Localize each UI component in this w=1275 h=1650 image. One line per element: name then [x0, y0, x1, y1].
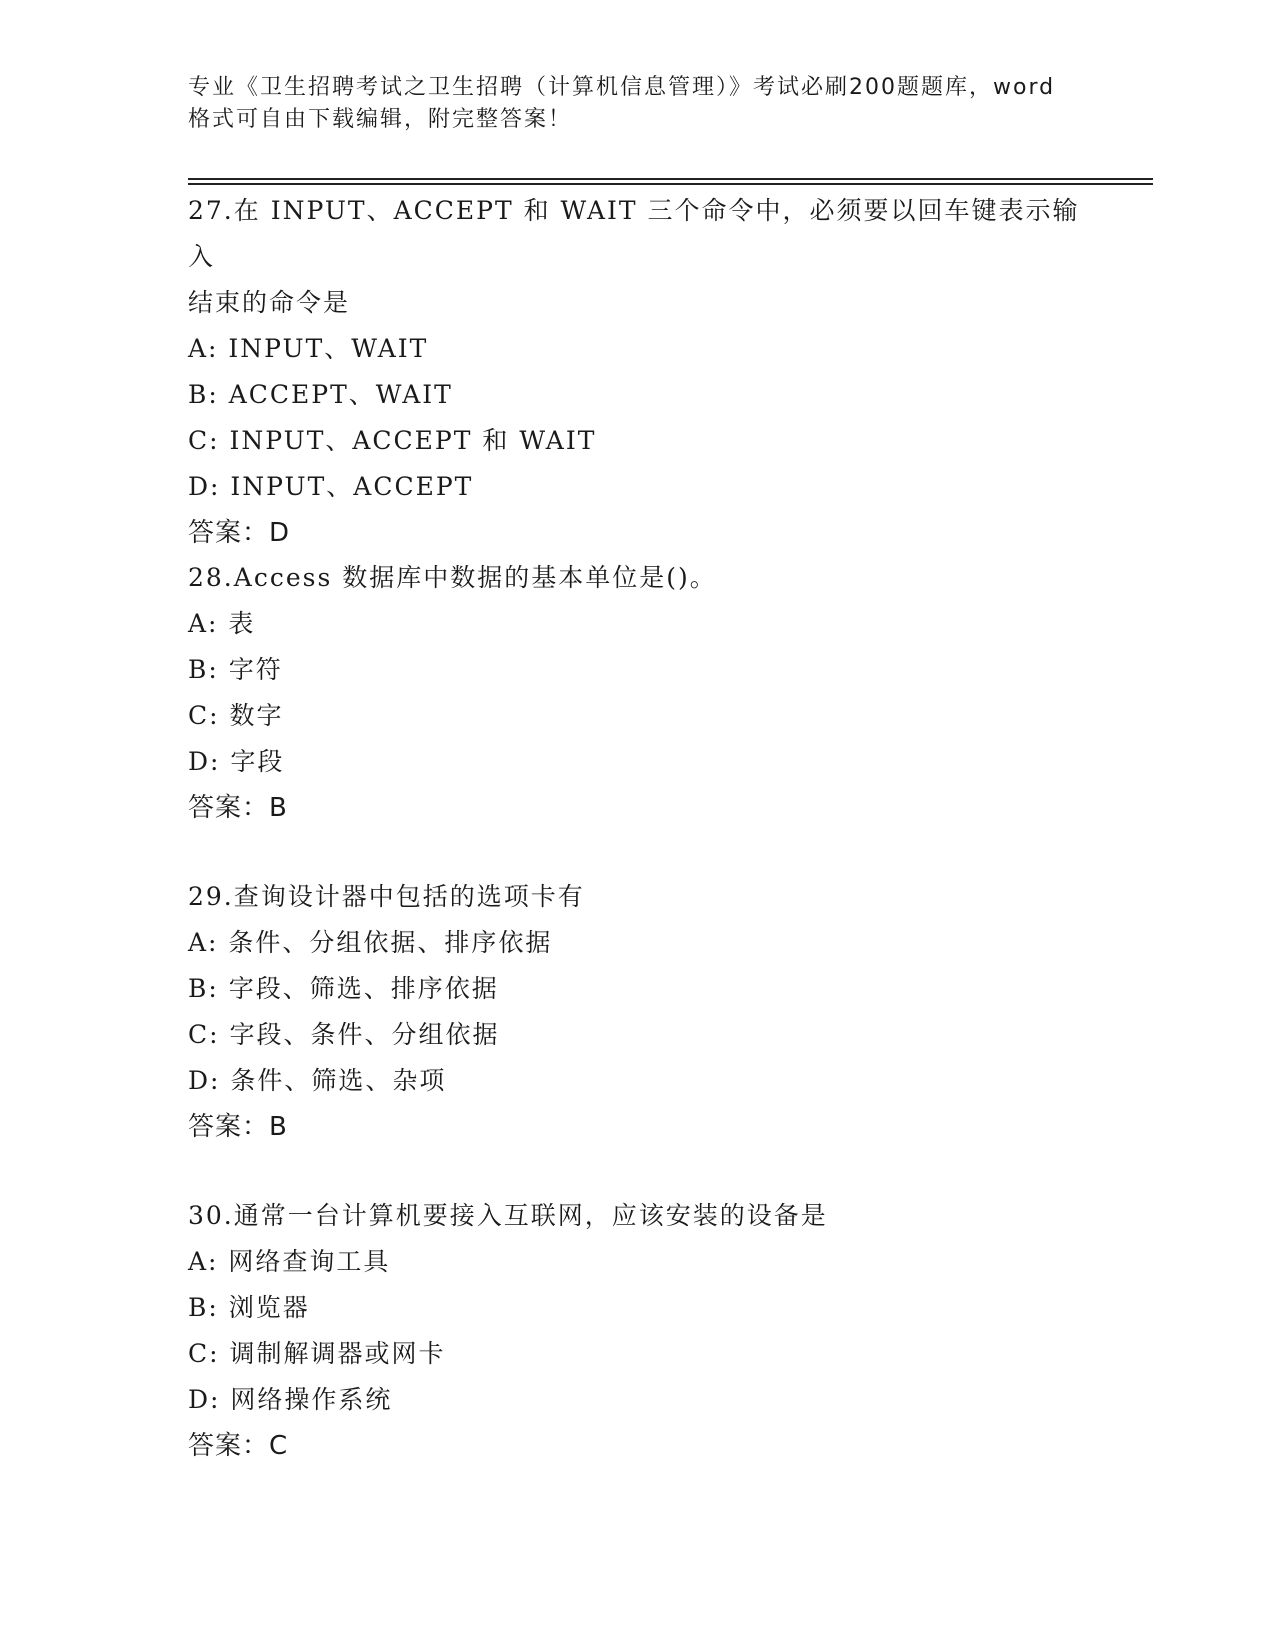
- option-d: D: 网络操作系统: [188, 1385, 393, 1414]
- option-b: B: 浏览器: [188, 1293, 310, 1322]
- option-c: C: 字段、条件、分组依据: [188, 1020, 500, 1049]
- option-a: A: 条件、分组依据、排序依据: [188, 928, 553, 957]
- question-stem: 28.Access 数据库中数据的基本单位是()。: [188, 563, 717, 592]
- answer: 答案：B: [188, 793, 288, 823]
- answer: 答案：D: [188, 518, 291, 548]
- option-a: A: 网络查询工具: [188, 1247, 391, 1276]
- option-b: B: ACCEPT、WAIT: [188, 380, 453, 409]
- question-stem: 30.通常一台计算机要接入互联网，应该安装的设备是: [188, 1201, 828, 1230]
- option-d: D: INPUT、ACCEPT: [188, 472, 474, 501]
- document-header: [188, 72, 1088, 136]
- header-line-2: 格式可自由下载编辑，附完整答案！: [188, 107, 573, 132]
- option-d: D: 字段: [188, 747, 285, 776]
- option-a: A: INPUT、WAIT: [188, 334, 429, 363]
- option-b: B: 字段、筛选、排序依据: [188, 974, 499, 1003]
- header-divider-top: [188, 178, 1153, 180]
- option-b: B: 字符: [188, 655, 283, 684]
- option-a: A: 表: [188, 609, 256, 638]
- question-27: [188, 188, 1088, 556]
- option-c: C: 调制解调器或网卡: [188, 1339, 446, 1368]
- option-c: C: 数字: [188, 701, 284, 730]
- question-30: [188, 1193, 1088, 1469]
- option-d: D: 条件、筛选、杂项: [188, 1066, 447, 1095]
- question-29: [188, 874, 1088, 1150]
- question-stem: 29.查询设计器中包括的选项卡有: [188, 882, 585, 911]
- answer: 答案：B: [188, 1112, 288, 1142]
- header-line-1: 专业《卫生招聘考试之卫生招聘（计算机信息管理）》考试必刷200题题库，word: [188, 75, 1056, 100]
- question-stem: 27.在 INPUT、ACCEPT 和 WAIT 三个命令中，必须要以回车键表示输入: [188, 196, 1080, 271]
- question-stem-continued: 结束的命令是: [188, 288, 351, 317]
- question-28: [188, 555, 1088, 831]
- option-c: C: INPUT、ACCEPT 和 WAIT: [188, 426, 597, 455]
- answer: 答案：C: [188, 1431, 289, 1461]
- header-divider-bottom: [188, 183, 1153, 185]
